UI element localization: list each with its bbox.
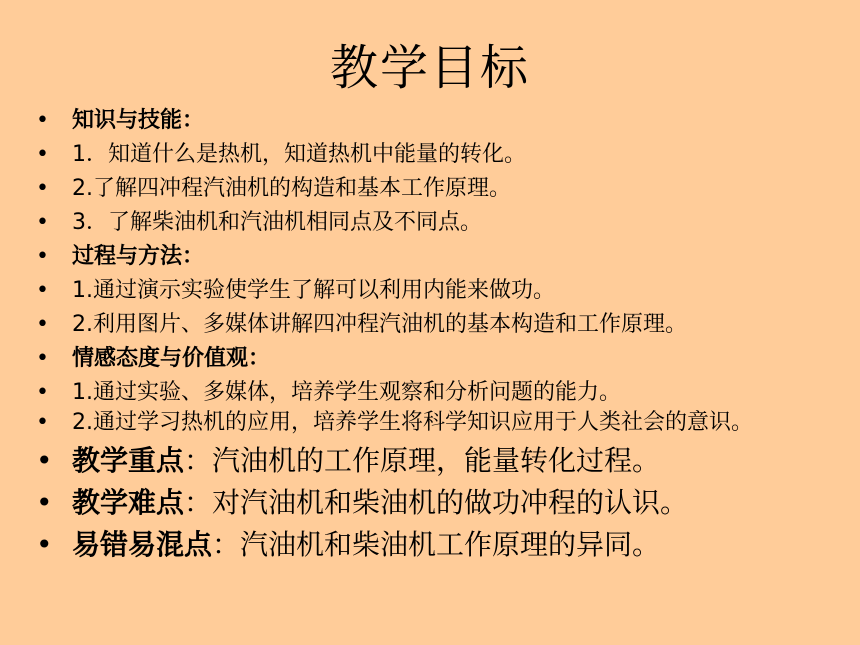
bullet-icon: • bbox=[36, 142, 49, 167]
list-item-text: 1.通过实验、多媒体，培养学生观察和分析问题的能力。 bbox=[72, 380, 621, 405]
list-item bbox=[36, 138, 860, 172]
list-item-text: 知识与技能： bbox=[72, 108, 205, 133]
key-point-text bbox=[72, 482, 860, 524]
objectives-list bbox=[36, 104, 860, 566]
list-item-text: 1.通过演示实验使学生了解可以利用内能来做功。 bbox=[72, 278, 555, 303]
section-heading-knowledge bbox=[36, 104, 860, 138]
list-item bbox=[36, 308, 860, 342]
list-item-text: 过程与方法： bbox=[72, 244, 205, 269]
bullet-icon: • bbox=[36, 444, 53, 477]
bullet-icon: • bbox=[36, 410, 49, 435]
slide-title: 教学目标 bbox=[329, 40, 530, 96]
list-item bbox=[36, 410, 860, 436]
key-point-label: 易错易混点 bbox=[72, 528, 213, 561]
list-item bbox=[36, 172, 860, 206]
key-point-item bbox=[36, 440, 860, 482]
bullet-icon: • bbox=[36, 176, 49, 201]
list-item-text: 2.了解四冲程汽油机的构造和基本工作原理。 bbox=[72, 176, 511, 201]
key-point-content: ：汽油机和柴油机工作原理的异同。 bbox=[212, 528, 661, 561]
bullet-icon: • bbox=[36, 346, 49, 371]
list-item bbox=[36, 376, 860, 410]
list-item-text: 2.通过学习热机的应用，培养学生将科学知识应用于人类社会的意识。 bbox=[72, 410, 753, 435]
bullet-icon: • bbox=[36, 108, 49, 133]
key-point-content: ：对汽油机和柴油机的做功冲程的认识。 bbox=[184, 486, 689, 519]
section-heading-process bbox=[36, 240, 860, 274]
list-item bbox=[36, 206, 860, 240]
list-item-text: 1．知道什么是热机，知道热机中能量的转化。 bbox=[72, 142, 526, 167]
key-point-label: 教学重点 bbox=[72, 444, 185, 477]
bullet-icon: • bbox=[36, 312, 49, 337]
list-item-text: 情感态度与价值观： bbox=[72, 346, 271, 371]
key-point-item bbox=[36, 482, 860, 524]
key-point-text bbox=[72, 440, 860, 482]
bullet-icon: • bbox=[36, 380, 49, 405]
key-point-item bbox=[36, 524, 860, 566]
bullet-icon: • bbox=[36, 210, 49, 235]
bullet-icon: • bbox=[36, 486, 53, 519]
list-item-text: 3．了解柴油机和汽油机相同点及不同点。 bbox=[72, 210, 482, 235]
section-heading-attitude bbox=[36, 342, 860, 376]
key-point-content: ：汽油机的工作原理，能量转化过程。 bbox=[184, 444, 661, 477]
bullet-icon: • bbox=[36, 278, 49, 303]
key-point-text bbox=[72, 524, 860, 566]
key-point-label: 教学难点 bbox=[72, 486, 185, 519]
bullet-icon: • bbox=[36, 528, 53, 561]
bullet-icon: • bbox=[36, 244, 49, 269]
list-item-text: 2.利用图片、多媒体讲解四冲程汽油机的基本构造和工作原理。 bbox=[72, 312, 687, 337]
list-item bbox=[36, 274, 860, 308]
